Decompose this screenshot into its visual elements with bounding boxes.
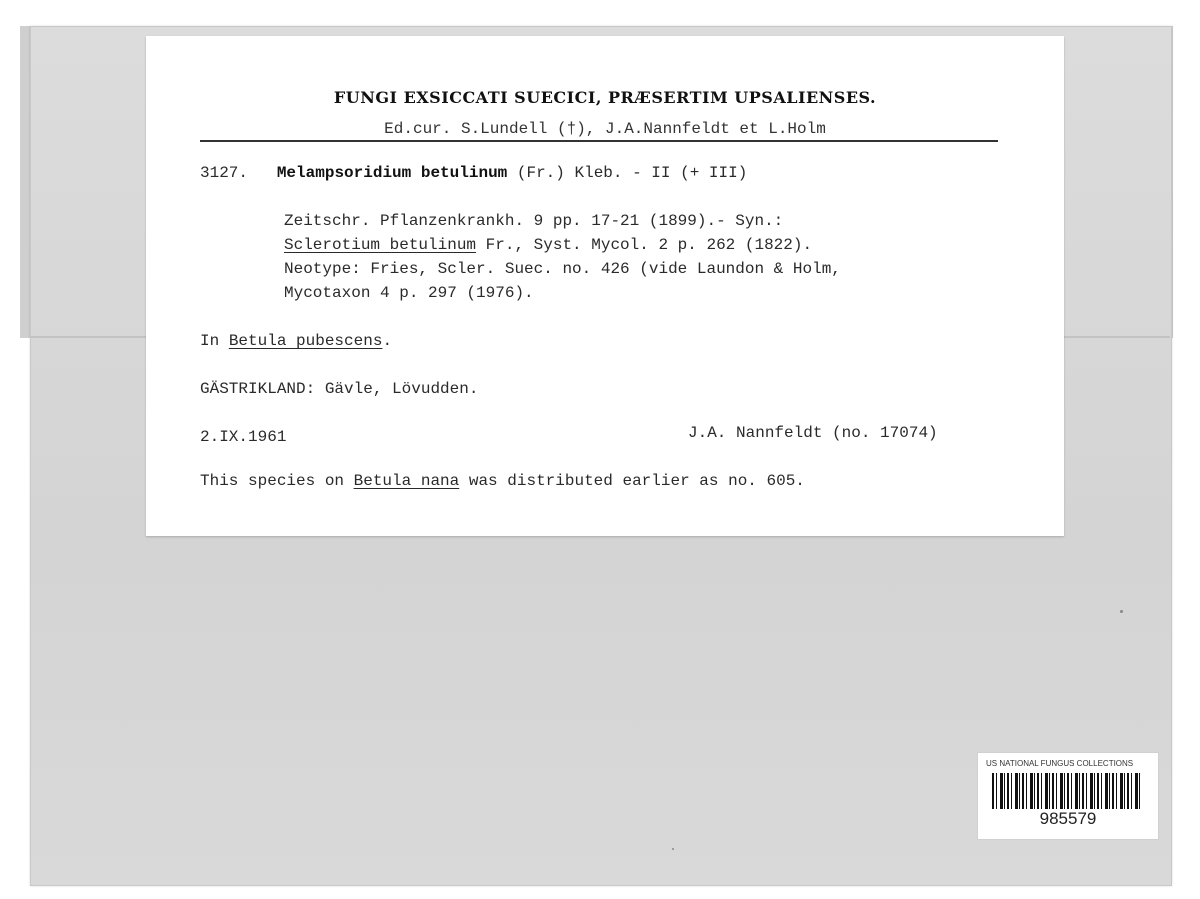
distribution-note (200, 472, 805, 490)
taxon-authority: (Fr.) Kleb. - II (+ III) (516, 164, 748, 182)
editors-line: Ed.cur. S.Lundell (†), J.A.Nannfeldt et L.Holm (384, 120, 826, 138)
paper-speck (1120, 610, 1123, 613)
host-suffix: . (382, 332, 393, 350)
series-title: FUNGI EXSICCATI SUECICI, PRÆSERTIM UPSALIENSES. (333, 88, 877, 107)
synonym-reference: Fr., Syst. Mycol. 2 p. 262 (1822). (476, 236, 813, 254)
collector: J.A. Nannfeldt (no. 17074) (688, 424, 938, 442)
host-prefix: In (200, 332, 229, 350)
barcode-label (977, 752, 1159, 840)
host-line (200, 332, 392, 350)
synonym-name: Sclerotium betulinum (284, 236, 477, 254)
taxon-line (200, 164, 747, 182)
barcode-bars (992, 773, 1142, 809)
note-prefix: This species on (200, 472, 354, 490)
header-rule (200, 140, 998, 142)
host-name: Betula pubescens (228, 332, 383, 350)
specimen-label (146, 36, 1064, 536)
taxon-name: Melampsoridium betulinum (276, 164, 508, 182)
barcode-number: 985579 (1039, 809, 1097, 828)
paper-speck (672, 848, 674, 850)
neotype-reference: Mycotaxon 4 p. 297 (1976). (284, 284, 534, 302)
exsiccata-number: 3127. (200, 164, 249, 182)
locality-line: GÄSTRIKLAND: Gävle, Lövudden. (200, 380, 479, 398)
collection-date: 2.IX.1961 (200, 428, 287, 446)
barcode-institution: US NATIONAL FUNGUS COLLECTIONS (986, 759, 1134, 768)
note-host: Betula nana (353, 472, 460, 490)
neotype-line: Neotype: Fries, Scler. Suec. no. 426 (vide Laundon & Holm, (284, 260, 841, 278)
synonym-line (284, 236, 812, 254)
note-suffix: was distributed earlier as no. 605. (459, 472, 805, 490)
citation-line: Zeitschr. Pflanzenkrankh. 9 pp. 17-21 (1899).- Syn.: (284, 212, 784, 230)
